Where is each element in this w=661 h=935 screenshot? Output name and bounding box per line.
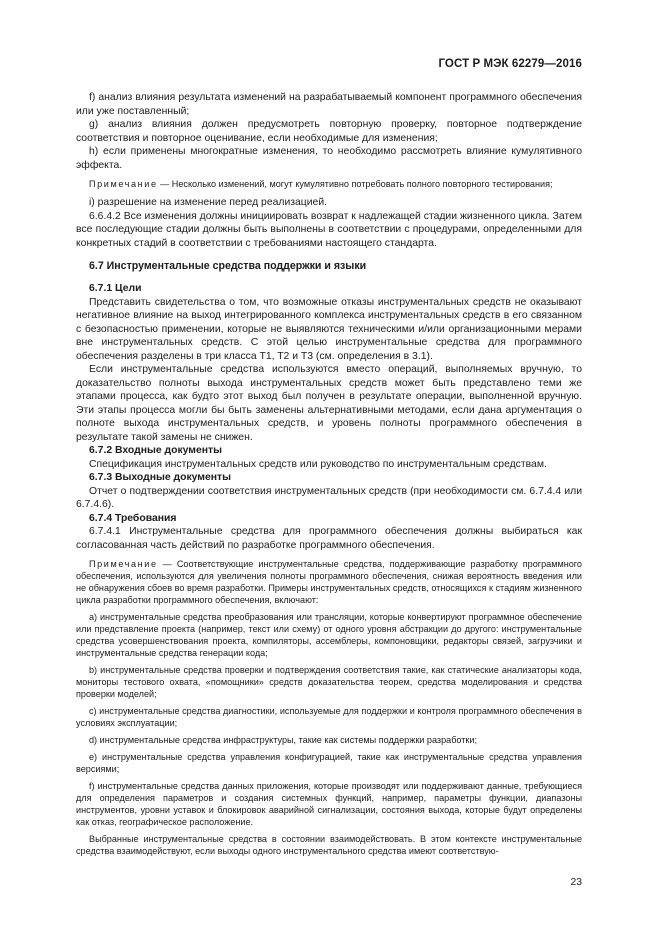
note-2 <box>76 558 582 606</box>
paragraph-6-7-4-1: 6.7.4.1 Инструментальные средства для программного обеспечения должны выбираться как согласованная часть действий по разработке программного обеспечения. <box>76 526 582 551</box>
heading-6-7-3: 6.7.3 Выходные документы <box>89 472 232 483</box>
heading-6-7-4: 6.7.4 Требования <box>89 512 177 524</box>
note-label: Примечание <box>89 179 158 189</box>
paragraph-6-7-3: Отчет о подтверждении соответствия инструментальных средств (при необходимости см. 6.7.4.4 или 6.7.4.6). <box>76 485 582 510</box>
heading-6-7-1: 6.7.1 Цели <box>89 283 142 294</box>
tool-list-item-c: c) инструментальные средства диагностики, используемые для поддержки и контроля программного обеспечения в условиях эксплуатации; <box>76 706 582 728</box>
paragraph-6-7-1-1: Представить свидетельства о том, что возможные отказы инструментальных средств не оказывают негативное влияние на выход интегрированного комплекса инструментальных средств в его связанном с безопасностью применении, которые не выявляются техническими и/или организационными мерами вне инструментальных средств. С этой целью инструментальные средства для программного обеспечения разделены в три класса T1, T2 и T3 (см. определения в 3.1). <box>76 296 582 362</box>
tool-list-item-f: f) инструментальные средства данных приложения, которые производят или поддерживают данные, требующиеся для определения параметров и создания системных функций, например, параметры функции, диапазоны инструментов, уровни уставок и блокировок аварийной сигнализации, состояния выхода, которые будут определены как отказ, географическое расположение. <box>76 781 582 827</box>
list-item-i: i) разрешение на изменение перед реализацией. <box>89 197 328 208</box>
paragraph-6-7-1-2: Если инструментальные средства используются вместо операций, выполняемых вручную, то доказательство полноты выхода инструментальных средств может быть представлено теми же этапами процесса, как будто этот выход был получен в результате операции, выполненной вручную. Эти этапы процесса могли бы быть заменены альтернативными методами, если дана аргументация о полноте выхода инструментальных средств, и уровень полноты программного обеспечения в результате такой замены не снижен. <box>76 364 582 443</box>
paragraph-tools-interaction: Выбранные инструментальные средства в состоянии взаимодействовать. В этом контексте инструментальные средства взаимодействуют, если выходы одного инструментального средства имеют соответствую- <box>76 834 582 856</box>
page-content <box>76 91 582 857</box>
list-item-h: h) если применены многократные изменения, то необходимо рассмотреть влияние кумулятивного эффекта. <box>76 146 582 171</box>
note-label: Примечание <box>89 559 158 569</box>
page-number: 23 <box>570 877 582 888</box>
tool-list-item-d: d) инструментальные средства инфраструктуры, такие как системы поддержки разработки; <box>89 735 478 745</box>
tool-list-item-b: b) инструментальные средства проверки и подтверждения соответствия такие, как статические анализаторы кода, мониторы тестового охвата, «помощники» средств доказательства теорем, средства моделирования и средства проверки моделей; <box>76 665 582 699</box>
note-text: — Соответствующие инструментальные средства, поддерживающие разработку программного обеспечения, используются для увеличения полноты программного обеспечения, снижая вероятность введения или не обнаружения сбоев во время разработки. Примеры инструментальных средств, относящихся к стадиям жизненного цикла разработки программного обеспечения, включают: <box>76 559 582 605</box>
note-1 <box>76 178 582 190</box>
tool-list-item-e: e) инструментальные средства управления конфигурацией, такие как инструментальные средства управления версиями; <box>76 752 582 774</box>
paragraph-6-7-2: Спецификация инструментальных средств или руководство по инструментальным средствам. <box>89 458 547 470</box>
list-item-g: g) анализ влияния должен предусмотреть повторную проверку, повторное подтверждение соответствия и повторное оценивание, если необходимые для изменения; <box>76 119 582 144</box>
heading-6-7-2: 6.7.2 Входные документы <box>89 445 222 456</box>
note-text: — Несколько изменений, могут кумулятивно потребовать полного повторного тестирования; <box>157 179 553 189</box>
standard-header: ГОСТ Р МЭК 62279—2016 <box>438 58 582 70</box>
paragraph-6-6-4-2: 6.6.4.2 Все изменения должны инициировать возврат к надлежащей стадии жизненного цикла. Затем все последующие стадии должны быть выполнены в соответствии с процедурами, определенными для конкретных стадий в соответствии с требованиями настоящего стандарта. <box>76 210 582 249</box>
section-heading-6-7: 6.7 Инструментальные средства поддержки и языки <box>89 260 367 272</box>
tool-list-item-a: a) инструментальные средства преобразования или трансляции, которые конвертируют программное обеспечение или представление проекта (например, текст или схему) от одного уровня абстракции до другого: инструментальные средства усовершенствования проекта, компиляторы, ассемблеры, компоновщики, редакторы связей, загрузчики и инструментальные средства генерации кода; <box>76 612 582 658</box>
list-item-f: f) анализ влияния результата изменений на разрабатываемый компонент программного обеспечения или уже поставленный; <box>76 92 582 117</box>
